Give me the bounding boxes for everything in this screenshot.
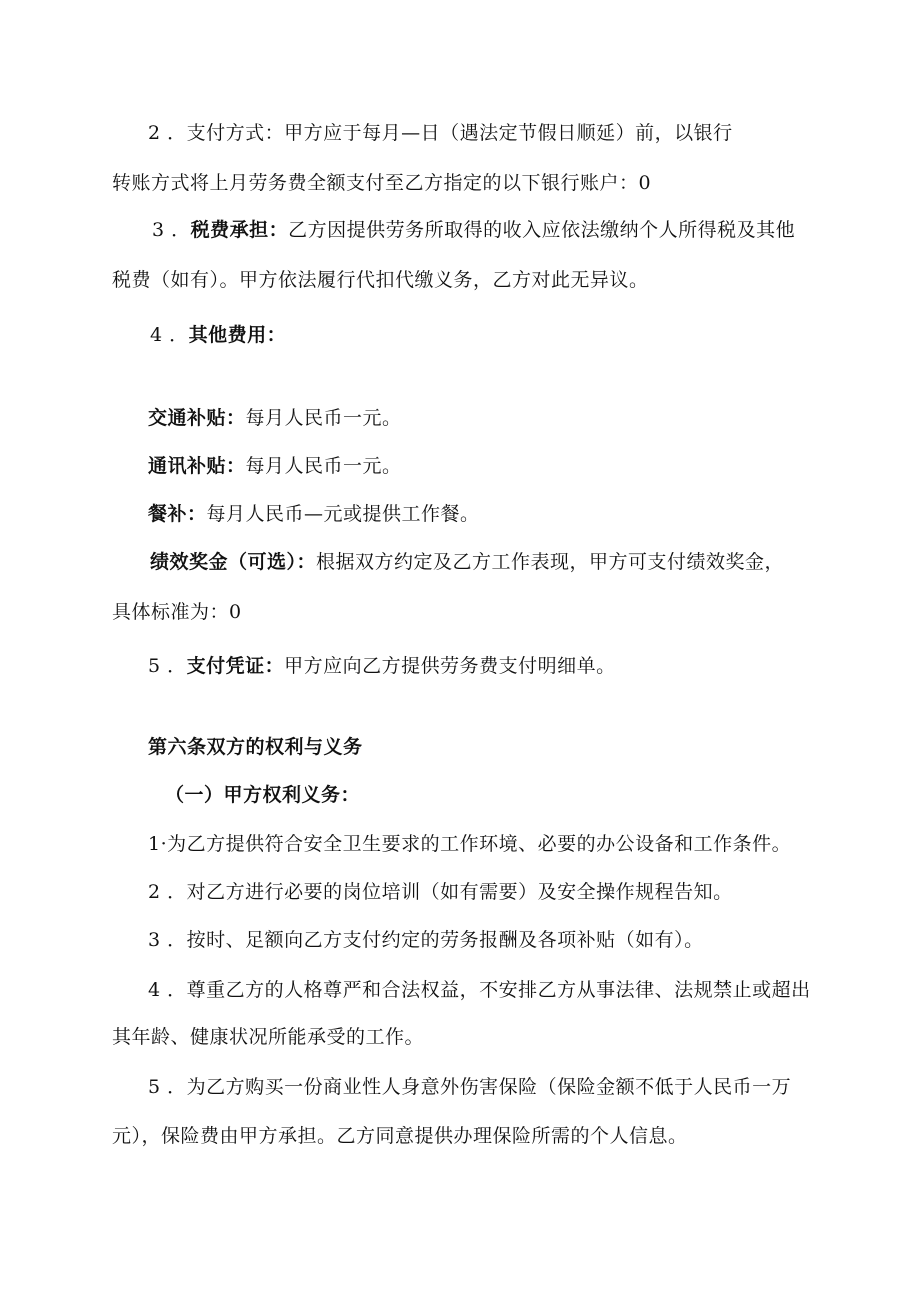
payment-voucher-label: 支付凭证： xyxy=(186,655,285,677)
telecom-allowance-label: 通讯补贴： xyxy=(148,455,246,477)
transport-allowance-label: 交通补贴： xyxy=(148,407,246,429)
telecom-allowance xyxy=(148,454,402,478)
tax-clause-number: 3 ． xyxy=(152,219,191,241)
bonus-text: 根据双方约定及乙方工作表现，甲方可支付绩效奖金， xyxy=(316,551,785,573)
tax-clause-line-2: 税费（如有）。甲方依法履行代扣代缴义务，乙方对此无异议。 xyxy=(112,269,649,291)
obligation-item-4-line-1: 4 ．尊重乙方的人格尊严和合法权益，不安排乙方从事法律、法规禁止或超出 xyxy=(148,979,811,1001)
bonus-line-2: 具体标准为：0 xyxy=(112,601,242,623)
other-fees-label: 其他费用： xyxy=(188,324,287,346)
transport-allowance-text: 每月人民币一元。 xyxy=(245,407,402,429)
meal-allowance-text: 每月人民币—元或提供工作餐。 xyxy=(206,503,480,525)
article-6-subtitle: （一）甲方权利义务： xyxy=(165,784,361,806)
article-6-title: 第六条双方的权利与义务 xyxy=(148,736,363,758)
payment-method-line-2: 转账方式将上月劳务费全额支付至乙方指定的以下银行账户：0 xyxy=(112,172,652,194)
payment-voucher-number: 5 ． xyxy=(148,655,187,677)
payment-voucher xyxy=(148,654,616,678)
obligation-item-5-line-1: 5 ．为乙方购买一份商业性人身意外伤害保险（保险金额不低于人民币一万 xyxy=(148,1076,792,1098)
tax-clause-line-1 xyxy=(152,218,795,242)
other-fees-heading xyxy=(150,323,286,347)
meal-allowance xyxy=(148,502,480,526)
obligation-item-2: 2 ．对乙方进行必要的岗位培训（如有需要）及安全操作规程告知。 xyxy=(148,881,733,903)
transport-allowance xyxy=(148,406,402,430)
obligation-item-3: 3 ．按时、足额向乙方支付约定的劳务报酬及各项补贴（如有）。 xyxy=(148,929,704,951)
payment-method-line-1: 2 ．支付方式：甲方应于每月—日（遇法定节假日顺延）前，以银行 xyxy=(148,122,733,144)
payment-voucher-text: 甲方应向乙方提供劳务费支付明细单。 xyxy=(284,655,616,677)
bonus-label: 绩效奖金（可选）： xyxy=(150,551,317,573)
tax-clause-text: 乙方因提供劳务所取得的收入应依法缴纳个人所得税及其他 xyxy=(288,219,796,241)
tax-clause-label: 税费承担： xyxy=(190,219,289,241)
obligation-item-4-line-2: 其年龄、健康状况所能承受的工作。 xyxy=(112,1026,425,1048)
bonus-line-1 xyxy=(150,550,784,574)
meal-allowance-label: 餐补： xyxy=(148,503,207,525)
telecom-allowance-text: 每月人民币一元。 xyxy=(245,455,402,477)
other-fees-number: 4 ． xyxy=(150,324,189,346)
obligation-item-5-line-2: 元），保险费由甲方承担。乙方同意提供办理保险所需的个人信息。 xyxy=(112,1125,688,1147)
obligation-item-1: 1·为乙方提供符合安全卫生要求的工作环境、必要的办公设备和工作条件。 xyxy=(148,833,792,855)
